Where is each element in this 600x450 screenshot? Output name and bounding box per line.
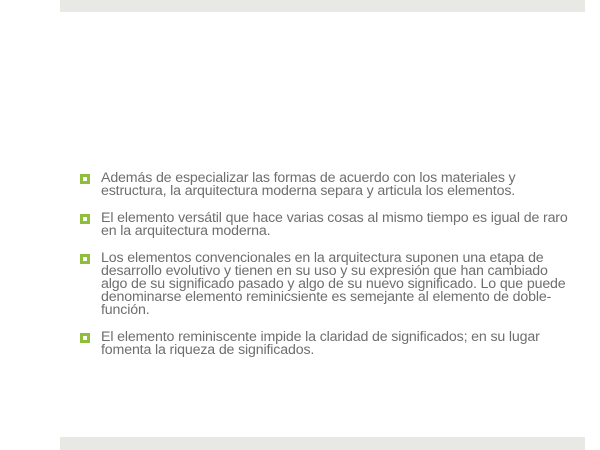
bullet-item	[80, 331, 572, 357]
bullet-item	[80, 252, 572, 317]
bullet-text: Además de especializar las formas de acuerdo con los materiales y estructura, la arquitectura moderna separa y articula los elementos.	[101, 170, 516, 199]
bullet-item	[80, 172, 572, 198]
bullet-item	[80, 212, 572, 238]
square-bullet-icon	[80, 214, 90, 224]
bottom-band	[60, 437, 585, 450]
top-band	[60, 0, 585, 12]
bullet-text: El elemento reminiscente impide la claridad de significados; en su lugar fomenta la riqueza de significados.	[101, 329, 540, 358]
bullet-list	[80, 172, 572, 371]
square-bullet-icon	[80, 254, 90, 264]
square-bullet-icon	[80, 333, 90, 343]
bullet-text: El elemento versátil que hace varias cosas al mismo tiempo es igual de raro en la arquitectura moderna.	[101, 210, 568, 239]
bullet-text: Los elementos convencionales en la arquitectura suponen una etapa de desarrollo evolutivo y tienen en su uso y su expresión que han cambiado algo de su significado pasado y algo de su nuevo significado. Lo que puede denominarse elemento reminicsiente es semejante al elemento de doble-función.	[101, 250, 566, 318]
square-bullet-icon	[80, 174, 90, 184]
